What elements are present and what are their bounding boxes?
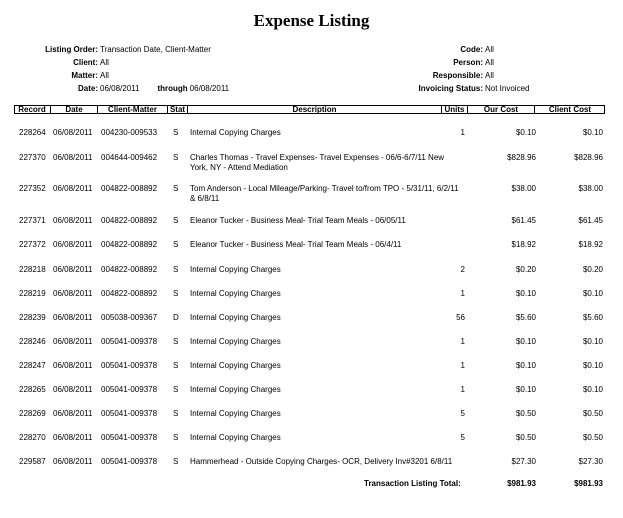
- cell-record: 228264: [19, 128, 46, 137]
- cell-client-cost: $0.20: [582, 265, 603, 274]
- cell-description: Internal Copying Charges: [190, 337, 281, 346]
- cell-client-matter: 004822-008892: [101, 240, 158, 249]
- cell-units: 1: [460, 361, 465, 370]
- total-label: Transaction Listing Total:: [364, 479, 461, 488]
- cell-date: 06/08/2011: [53, 409, 93, 418]
- criteria-value: All: [485, 58, 494, 67]
- cell-record: 228239: [19, 313, 46, 322]
- cell-record: 227372: [19, 240, 46, 249]
- criteria-value: Transaction Date, Client-Matter: [100, 45, 211, 54]
- cell-description: Internal Copying Charges: [190, 128, 281, 137]
- criteria-label: Client:: [73, 58, 98, 67]
- criteria-label: Date:: [77, 84, 98, 93]
- criteria-label: Responsible:: [432, 71, 483, 80]
- cell-units: 5: [460, 433, 465, 442]
- cell-client-cost: $38.00: [578, 184, 603, 193]
- cell-description: Internal Copying Charges: [190, 385, 281, 394]
- cell-client-matter: 005041-009378: [101, 409, 158, 418]
- criteria-value: All: [100, 71, 109, 80]
- cell-client-cost: $5.60: [582, 313, 603, 322]
- criteria-value: 06/08/2011: [100, 84, 140, 93]
- cell-record: 228269: [19, 409, 46, 418]
- cell-date: 06/08/2011: [53, 337, 93, 346]
- cell-stat: S: [173, 409, 179, 418]
- cell-client-cost: $0.10: [582, 337, 603, 346]
- criteria-label: Code:: [460, 45, 483, 54]
- cell-record: 228265: [19, 385, 46, 394]
- cell-units: 1: [460, 289, 465, 298]
- cell-our-cost: $0.20: [515, 265, 536, 274]
- cell-date: 06/08/2011: [53, 289, 93, 298]
- cell-units: 2: [460, 265, 465, 274]
- criteria-value: Not Invoiced: [485, 84, 530, 93]
- cell-our-cost: $27.30: [511, 457, 536, 466]
- criteria-value: All: [485, 45, 494, 54]
- cell-description: Internal Copying Charges: [190, 409, 281, 418]
- column-header-record: Record: [18, 105, 46, 114]
- cell-date: 06/08/2011: [53, 361, 93, 370]
- cell-record: 227371: [19, 216, 46, 225]
- cell-stat: S: [173, 128, 179, 137]
- cell-client-cost: $0.10: [582, 289, 603, 298]
- criteria-invoicing-status: [0, 83, 623, 94]
- criteria-responsible: [0, 70, 623, 81]
- cell-our-cost: $0.10: [515, 337, 536, 346]
- cell-date: 06/08/2011: [53, 153, 93, 162]
- cell-client-matter: 005038-009367: [101, 313, 158, 322]
- criteria-label: Listing Order:: [45, 45, 98, 54]
- cell-description: Internal Copying Charges: [190, 361, 281, 370]
- cell-our-cost: $18.92: [511, 240, 536, 249]
- cell-our-cost: $0.10: [515, 289, 536, 298]
- cell-client-matter: 004822-008892: [101, 289, 158, 298]
- cell-our-cost: $828.96: [507, 153, 536, 162]
- column-header-date: Date: [50, 105, 97, 114]
- cell-date: 06/08/2011: [53, 313, 93, 322]
- cell-client-matter: 004230-009533: [101, 128, 158, 137]
- criteria-label: Invoicing Status:: [418, 84, 483, 93]
- cell-units: 56: [456, 313, 465, 322]
- criteria-label: Matter:: [71, 71, 98, 80]
- cell-our-cost: $0.50: [515, 433, 536, 442]
- criteria-value: All: [100, 58, 109, 67]
- column-header-client-cost: Client Cost: [534, 105, 605, 114]
- cell-client-matter: 004822-008892: [101, 216, 158, 225]
- cell-client-cost: $0.10: [582, 128, 603, 137]
- cell-description: Hammerhead - Outside Copying Charges- OCR, Delivery Inv#3201 6/8/11: [190, 457, 453, 466]
- cell-description: Charles Thomas - Travel Expenses- Travel Expenses - 06/6-6/7/11 New York, NY - Attend Mediation: [190, 153, 445, 172]
- cell-date: 06/08/2011: [53, 216, 93, 225]
- through-label: through: [157, 84, 188, 93]
- cell-description: Internal Copying Charges: [190, 313, 281, 322]
- cell-record: 227352: [19, 184, 46, 193]
- through-value: 06/08/2011: [189, 84, 230, 93]
- column-header-client-matter: Client-Matter: [97, 105, 167, 114]
- cell-units: 1: [460, 128, 465, 137]
- cell-client-cost: $0.50: [582, 433, 603, 442]
- cell-our-cost: $5.60: [515, 313, 536, 322]
- cell-stat: S: [173, 361, 179, 370]
- total-our-cost: $981.93: [507, 479, 536, 488]
- cell-client-cost: $18.92: [578, 240, 603, 249]
- cell-date: 06/08/2011: [53, 240, 93, 249]
- column-header-stat: Stat: [167, 105, 187, 114]
- cell-stat: S: [173, 457, 179, 466]
- cell-client-cost: $27.30: [578, 457, 603, 466]
- cell-our-cost: $0.10: [515, 361, 536, 370]
- cell-record: 228219: [19, 289, 46, 298]
- cell-description: Tom Anderson - Local Mileage/Parking- Travel to/from TPO - 5/31/11, 6/2/11 & 6/8/11: [190, 184, 459, 203]
- cell-our-cost: $0.10: [515, 128, 536, 137]
- cell-description: Internal Copying Charges: [190, 289, 281, 298]
- cell-units: 1: [460, 337, 465, 346]
- criteria-person: [0, 57, 623, 68]
- cell-stat: S: [173, 184, 179, 193]
- cell-client-matter: 005041-009378: [101, 433, 158, 442]
- column-header-units: Units: [441, 105, 467, 114]
- cell-client-cost: $828.96: [574, 153, 603, 162]
- cell-client-matter: 005041-009378: [101, 457, 158, 466]
- column-header-description: Description: [187, 105, 441, 114]
- cell-stat: S: [173, 289, 179, 298]
- cell-client-cost: $0.10: [582, 361, 603, 370]
- cell-date: 06/08/2011: [53, 433, 93, 442]
- cell-our-cost: $38.00: [511, 184, 536, 193]
- cell-client-matter: 005041-009378: [101, 361, 158, 370]
- cell-units: 1: [460, 385, 465, 394]
- cell-description: Eleanor Tucker - Business Meal- Trial Team Meals - 06/4/11: [190, 240, 402, 249]
- cell-stat: S: [173, 433, 179, 442]
- cell-stat: S: [173, 265, 179, 274]
- cell-stat: S: [173, 385, 179, 394]
- cell-units: 5: [460, 409, 465, 418]
- cell-client-cost: $0.50: [582, 409, 603, 418]
- criteria-label: Person:: [453, 58, 483, 67]
- cell-description: Eleanor Tucker - Business Meal- Trial Team Meals - 06/05/11: [190, 216, 406, 225]
- criteria-code: [0, 44, 623, 55]
- cell-record: 228247: [19, 361, 46, 370]
- cell-description: Internal Copying Charges: [190, 433, 281, 442]
- cell-record: 229587: [19, 457, 46, 466]
- cell-date: 06/08/2011: [53, 265, 93, 274]
- cell-record: 228270: [19, 433, 46, 442]
- cell-client-matter: 004644-009462: [101, 153, 158, 162]
- cell-date: 06/08/2011: [53, 128, 93, 137]
- criteria-value: All: [485, 71, 494, 80]
- cell-date: 06/08/2011: [53, 184, 93, 193]
- cell-our-cost: $0.10: [515, 385, 536, 394]
- cell-client-matter: 005041-009378: [101, 385, 158, 394]
- cell-stat: S: [173, 337, 179, 346]
- report-title: Expense Listing: [253, 11, 370, 30]
- cell-stat: S: [173, 240, 179, 249]
- cell-our-cost: $61.45: [511, 216, 536, 225]
- cell-record: 228218: [19, 265, 46, 274]
- cell-record: 227370: [19, 153, 46, 162]
- cell-client-matter: 004822-008892: [101, 184, 158, 193]
- cell-description: Internal Copying Charges: [190, 265, 281, 274]
- cell-client-matter: 005041-009378: [101, 337, 158, 346]
- cell-our-cost: $0.50: [515, 409, 536, 418]
- cell-client-cost: $61.45: [578, 216, 603, 225]
- cell-stat: D: [173, 313, 179, 322]
- cell-client-matter: 004822-008892: [101, 265, 158, 274]
- cell-stat: S: [173, 216, 179, 225]
- cell-date: 06/08/2011: [53, 385, 93, 394]
- cell-stat: S: [173, 153, 179, 162]
- cell-client-cost: $0.10: [582, 385, 603, 394]
- cell-date: 06/08/2011: [53, 457, 93, 466]
- total-client-cost: $981.93: [574, 479, 603, 488]
- cell-record: 228246: [19, 337, 46, 346]
- column-header-our-cost: Our Cost: [467, 105, 534, 114]
